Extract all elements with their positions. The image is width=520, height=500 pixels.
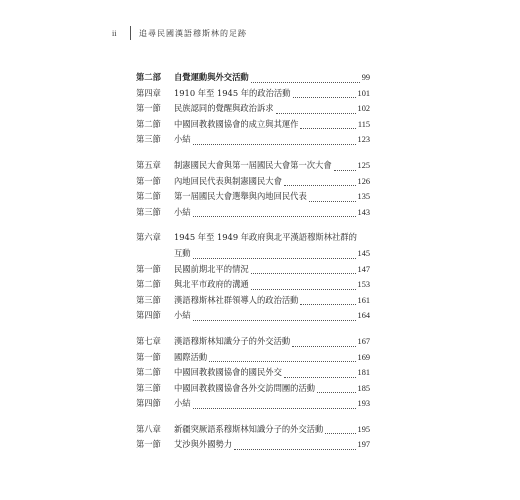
toc-entry-title: 中國回教救國協會各外交訪問團的活動 — [174, 382, 316, 393]
toc-entry-page: 167 — [357, 336, 370, 346]
header-divider — [130, 26, 131, 40]
toc-entry-title: 1910 年至 1945 年的政治活動 — [174, 87, 291, 98]
toc-entry[interactable] — [136, 437, 370, 453]
dot-leader — [193, 407, 356, 409]
toc-section — [136, 334, 370, 412]
toc-entry-page: 197 — [357, 440, 370, 450]
toc-entry-label: 第一節 — [136, 103, 161, 114]
toc-entry[interactable] — [136, 101, 370, 117]
toc-entry[interactable] — [136, 262, 370, 278]
toc-entry[interactable] — [136, 70, 370, 86]
toc-entry-title: 小結 — [174, 310, 191, 321]
running-header — [112, 26, 247, 40]
dot-leader — [193, 215, 356, 217]
dot-leader — [300, 303, 355, 305]
toc-section — [136, 70, 370, 148]
toc-entry-page: 181 — [357, 368, 370, 378]
toc-entry[interactable] — [136, 350, 370, 366]
toc-entry-label: 第三節 — [136, 382, 161, 393]
toc-entry-title: 自覺運動與外交活動 — [174, 72, 249, 82]
page-number: ii — [112, 28, 117, 38]
dot-leader — [193, 143, 356, 145]
dot-leader — [300, 127, 355, 129]
toc-entry-title: 第一屆國民大會選舉與內地回民代表 — [174, 191, 307, 202]
dot-leader — [276, 112, 356, 114]
dot-leader — [193, 319, 356, 321]
toc-entry-page: 115 — [357, 119, 370, 129]
toc-entry-page: 147 — [357, 264, 370, 274]
toc-entry[interactable] — [136, 396, 370, 412]
toc-entry-page: 153 — [357, 280, 370, 290]
dot-leader — [309, 200, 356, 202]
toc-section — [136, 158, 370, 220]
toc-entry-title: 民國前期北平的情況 — [174, 263, 249, 274]
dot-leader — [251, 81, 360, 83]
toc-entry[interactable] — [136, 132, 370, 148]
toc-entry-label: 第八章 — [136, 423, 161, 434]
toc-entry-label: 第二節 — [136, 191, 161, 202]
toc-entry[interactable] — [136, 381, 370, 397]
toc-entry[interactable] — [136, 158, 370, 174]
toc-entry-label: 第四節 — [136, 310, 161, 321]
toc-entry-page: 123 — [357, 135, 370, 145]
toc-entry-label: 第四節 — [136, 398, 161, 409]
dot-leader — [334, 169, 356, 171]
toc-entry-label: 第二部 — [136, 72, 161, 82]
toc-entry[interactable] — [136, 230, 370, 246]
toc-entry[interactable] — [136, 205, 370, 221]
dot-leader — [292, 345, 355, 347]
toc-entry[interactable] — [136, 174, 370, 190]
toc-entry[interactable] — [136, 334, 370, 350]
toc-entry-title: 制憲國民大會與第一屆國民大會第一次大會 — [174, 159, 332, 170]
toc-entry-title: 中國回教救國協會的成立與其運作 — [174, 118, 299, 129]
toc-entry[interactable] — [136, 308, 370, 324]
toc-entry-title: 1945 年至 1949 年政府與北平漢語穆斯林社群的 — [174, 232, 357, 243]
toc-entry-title: 小結 — [174, 134, 191, 145]
toc-entry-page: 143 — [357, 207, 370, 217]
toc-entry[interactable] — [136, 86, 370, 102]
toc-entry[interactable] — [136, 293, 370, 309]
toc-entry-label: 第七章 — [136, 335, 161, 346]
toc-entry-page: 102 — [357, 104, 370, 114]
toc-entry[interactable] — [136, 117, 370, 133]
toc-entry-label: 第四章 — [136, 87, 161, 98]
toc-section — [136, 422, 370, 453]
toc-entry-page: 164 — [357, 311, 370, 321]
toc-entry-page: 101 — [357, 88, 370, 98]
toc-entry-page: 195 — [357, 424, 370, 434]
toc-entry-label: 第一節 — [136, 439, 161, 450]
toc-entry-page: 125 — [357, 160, 370, 170]
toc-entry-title: 小結 — [174, 398, 191, 409]
table-of-contents — [136, 70, 370, 463]
toc-entry-page: 185 — [357, 383, 370, 393]
toc-entry-label: 第一節 — [136, 175, 161, 186]
dot-leader — [325, 432, 355, 434]
toc-entry[interactable] — [136, 246, 370, 262]
toc-entry-title: 漢語穆斯林知識分子的外交活動 — [174, 335, 291, 346]
toc-entry-page: 135 — [357, 192, 370, 202]
dot-leader — [284, 184, 356, 186]
toc-entry-page: 126 — [357, 176, 370, 186]
toc-entry-title: 新疆突厥語系穆斯林知識分子的外交活動 — [174, 423, 324, 434]
toc-entry-title: 艾沙與外國勢力 — [174, 439, 233, 450]
toc-entry-label: 第三節 — [136, 294, 161, 305]
toc-entry-label: 第一節 — [136, 263, 161, 274]
toc-entry[interactable] — [136, 189, 370, 205]
toc-entry-title: 與北平市政府的溝通 — [174, 279, 249, 290]
toc-entry-title: 小結 — [174, 206, 191, 217]
dot-leader — [193, 257, 356, 259]
toc-entry-title: 漢語穆斯林社群領導人的政治活動 — [174, 294, 299, 305]
toc-entry-title: 互動 — [174, 247, 191, 258]
toc-entry-label: 第六章 — [136, 232, 161, 243]
book-title: 追尋民國漢語穆斯林的足跡 — [139, 28, 247, 38]
dot-leader — [251, 288, 356, 290]
toc-entry-page: 145 — [357, 248, 370, 258]
toc-section — [136, 230, 370, 324]
toc-entry-page: 161 — [357, 295, 370, 305]
dot-leader — [209, 360, 355, 362]
toc-entry[interactable] — [136, 277, 370, 293]
dot-leader — [234, 448, 355, 450]
dot-leader — [317, 391, 355, 393]
dot-leader — [251, 272, 356, 274]
toc-entry-label: 第五章 — [136, 159, 161, 170]
dot-leader — [284, 376, 356, 378]
toc-entry-title: 中國回教救國協會的國民外交 — [174, 367, 282, 378]
toc-entry-page: 99 — [361, 73, 370, 82]
toc-entry-page: 193 — [357, 399, 370, 409]
dot-leader — [293, 96, 356, 98]
toc-entry-label: 第三節 — [136, 206, 161, 217]
toc-entry-label: 第二節 — [136, 367, 161, 378]
toc-entry-page: 169 — [357, 352, 370, 362]
toc-entry[interactable] — [136, 422, 370, 438]
toc-entry-label: 第一節 — [136, 351, 161, 362]
toc-entry-title: 國際活動 — [174, 351, 208, 362]
toc-entry-title: 民族認同的覺醒與政治訴求 — [174, 103, 274, 114]
toc-entry-label: 第二節 — [136, 279, 161, 290]
toc-entry-label: 第三節 — [136, 134, 161, 145]
toc-entry[interactable] — [136, 365, 370, 381]
toc-entry-label: 第二節 — [136, 118, 161, 129]
toc-entry-title: 內地回民代表與制憲國民大會 — [174, 175, 282, 186]
